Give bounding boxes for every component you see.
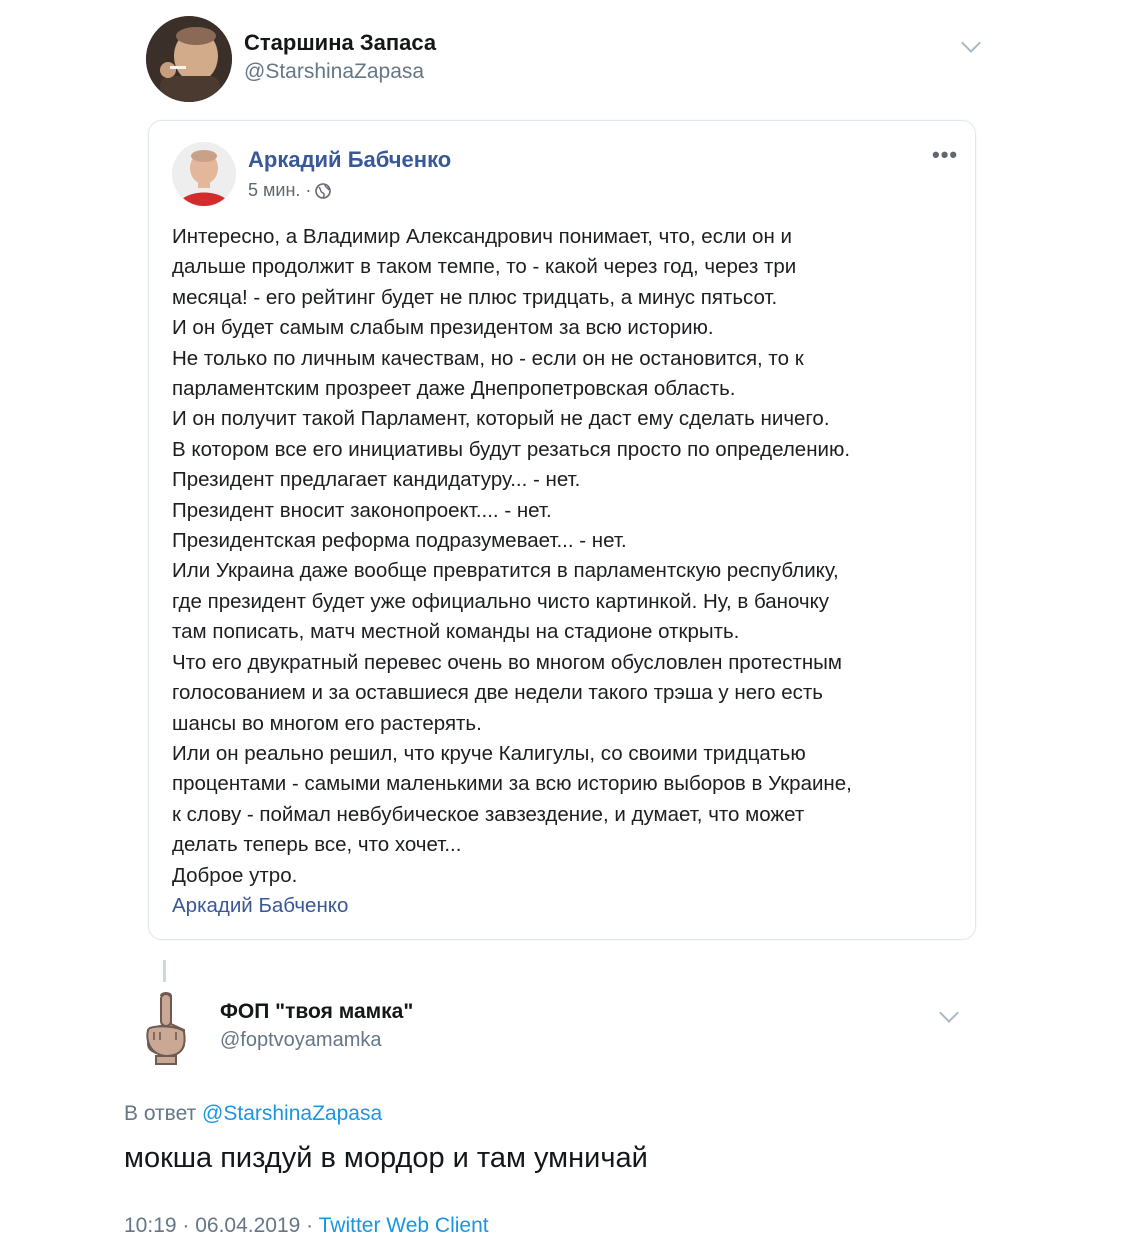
author-name[interactable]: Старшина Запаса [244, 30, 437, 55]
tweet-timestamp[interactable]: 10:19 · 06.04.2019 · [124, 1214, 314, 1237]
post-line: Что его двукратный перевес очень во многом обусловлен протестным [172, 650, 842, 674]
person-avatar-icon [172, 142, 236, 206]
post-author-name: Аркадий Бабченко [248, 147, 452, 172]
post-line: Президент предлагает кандидатуру... - нет. [172, 468, 581, 492]
author-handle[interactable]: @StarshinaZapasa [244, 60, 425, 83]
post-line: процентами - самыми маленькими за всю историю выборов в Украине, [172, 772, 852, 796]
post-line: месяца! - его рейтинг будет не плюс тридцать, а минус пятьсот. [172, 285, 778, 309]
post-author-avatar [172, 142, 236, 206]
post-line: Или Украина даже вообще превратится в парламентскую республику, [172, 559, 839, 583]
post-line: к слову - поймал невбубическое завзездение, и думает, что может [172, 802, 805, 826]
post-body [172, 222, 962, 921]
reply-author-name[interactable]: ФОП "твоя мамка" [220, 1000, 414, 1023]
post-signature: Аркадий Бабченко [172, 893, 349, 917]
more-options-icon: ••• [932, 142, 959, 167]
post-line: Президент вносит законопроект.... - нет. [172, 498, 552, 522]
chevron-down-icon[interactable] [939, 1003, 959, 1023]
post-line: Или он реально решил, что круче Калигулы, со своими тридцатью [172, 741, 806, 765]
tweet-text: мокша пиздуй в мордор и там умничай [124, 1142, 648, 1174]
post-line: парламентским прозреет даже Днепропетровская область. [172, 377, 736, 401]
post-line: И он будет самым слабым президентом за всю историю. [172, 316, 714, 340]
post-line: делать теперь все, что хочет... [172, 833, 462, 857]
post-line: В котором все его инициативы будут резаться просто по определению. [172, 437, 851, 461]
reply-prefix: В ответ [124, 1102, 197, 1125]
tweet-client-link[interactable]: Twitter Web Client [318, 1214, 489, 1237]
thread-line [163, 960, 166, 982]
post-line: Интересно, а Владимир Александрович понимает, что, если он и [172, 225, 792, 248]
post-line: где президент будет уже официально чисто картинкой. Ну, в баночку [172, 589, 830, 613]
reply-author-handle[interactable]: @foptvoyamamka [220, 1029, 382, 1051]
post-line: Доброе утро. [172, 863, 298, 887]
reply-author-avatar[interactable] [126, 988, 206, 1068]
globe-icon [315, 183, 331, 199]
post-time-label: 5 мин. · [248, 180, 312, 200]
reply-context [124, 1102, 382, 1126]
post-line: шансы во многом его растерять. [172, 711, 482, 735]
post-line: Не только по личным качествам, но - если он не остановится, то к [172, 346, 804, 370]
post-time [248, 180, 331, 201]
chevron-down-icon[interactable] [961, 33, 981, 53]
post-line: дальше продолжит в таком темпе, то - какой через год, через три [172, 255, 797, 279]
post-line: там пописать, матч местной команды на стадионе открыть. [172, 620, 740, 644]
post-line: Президентская реформа подразумевает... - нет. [172, 529, 627, 553]
middle-finger-icon [126, 988, 206, 1068]
person-smoking-avatar-icon [146, 16, 232, 102]
reply-mention-link[interactable]: @StarshinaZapasa [202, 1102, 383, 1125]
tweet-meta [124, 1214, 489, 1238]
post-line: голосованием и за оставшиеся две недели такого трэша у него есть [172, 681, 823, 705]
author-avatar[interactable] [146, 16, 232, 102]
post-line: И он получит такой Парламент, который не даст ему сделать ничего. [172, 407, 830, 431]
